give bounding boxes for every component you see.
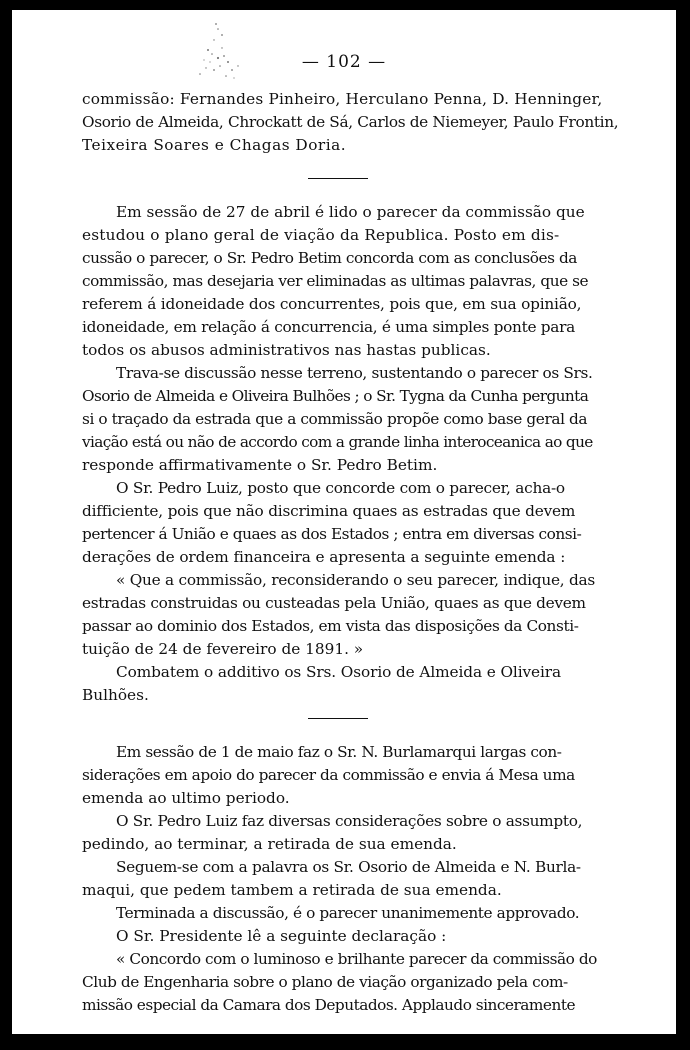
text-line: Terminada a discussão, é o parecer unanimemente approvado. — [116, 904, 580, 922]
text-line: commissão: Fernandes Pinheiro, Herculano Penna, D. Henninger, — [82, 90, 603, 108]
text-line: commissão, mas desejaria ver eliminadas as ultimas palavras, que se — [82, 272, 589, 290]
text-line: difficiente, pois que não discrimina quaes as estradas que devem — [82, 502, 576, 520]
text-line: Combatem o additivo os Srs. Osorio de Almeida e Oliveira — [116, 663, 562, 681]
text-line: « Que a commissão, reconsiderando o seu parecer, indique, das — [116, 571, 595, 589]
text-line: estudou o plano geral de viação da Republica. Posto em dis- — [82, 226, 560, 244]
text-line: viação está ou não de accordo com a grande linha interoceanica ao que — [82, 433, 593, 451]
section-divider — [308, 178, 368, 179]
document-page — [12, 10, 676, 1034]
text-line: estradas construidas ou custeadas pela União, quaes as que devem — [82, 594, 586, 612]
text-line: Teixeira Soares e Chagas Doria. — [82, 136, 347, 154]
text-line: tuição de 24 de fevereiro de 1891. » — [82, 640, 364, 658]
text-line: Trava-se discussão nesse terreno, sustentando o parecer os Srs. — [116, 364, 593, 382]
text-line: referem á idoneidade dos concurrentes, pois que, em sua opinião, — [82, 295, 582, 313]
text-line: Bulhões. — [82, 686, 149, 704]
text-line: O Sr. Presidente lê a seguinte declaração : — [116, 927, 447, 945]
text-line: emenda ao ultimo periodo. — [82, 789, 290, 807]
section-divider — [308, 718, 368, 719]
text-line: responde affirmativamente o Sr. Pedro Betim. — [82, 456, 438, 474]
text-line: Seguem-se com a palavra os Sr. Osorio de Almeida e N. Burla- — [116, 858, 581, 876]
text-line: « Concordo com o luminoso e brilhante parecer da commissão do — [116, 950, 597, 968]
text-line: O Sr. Pedro Luiz faz diversas considerações sobre o assumpto, — [116, 812, 583, 830]
text-line: maqui, que pedem tambem a retirada de sua emenda. — [82, 881, 502, 899]
text-line: idoneidade, em relação á concurrencia, é uma simples ponte para — [82, 318, 575, 336]
text-line: Em sessão de 1 de maio faz o Sr. N. Burlamarqui largas con- — [116, 743, 562, 761]
text-line: O Sr. Pedro Luiz, posto que concorde com o parecer, acha-o — [116, 479, 565, 497]
text-line: Osorio de Almeida, Chrockatt de Sá, Carlos de Niemeyer, Paulo Frontin, — [82, 113, 619, 131]
page-number: — 102 — — [301, 52, 387, 72]
text-line: missão especial da Camara dos Deputados. Applaudo sinceramente — [82, 996, 576, 1014]
text-line: todos os abusos administrativos nas hastas publicas. — [82, 341, 491, 359]
text-line: Em sessão de 27 de abril é lido o parecer da commissão que — [116, 203, 585, 221]
text-line: cussão o parecer, o Sr. Pedro Betim concorda com as conclusões da — [82, 249, 577, 267]
text-line: derações de ordem financeira e apresenta a seguinte emenda : — [82, 548, 566, 566]
text-line: siderações em apoio do parecer da commissão e envia á Mesa uma — [82, 766, 575, 784]
text-line: pedindo, ao terminar, a retirada de sua emenda. — [82, 835, 457, 853]
text-line: passar ao dominio dos Estados, em vista das disposições da Consti- — [82, 617, 579, 635]
text-line: si o traçado da estrada que a commissão propõe como base geral da — [82, 410, 588, 428]
text-line: pertencer á União e quaes as dos Estados ; entra em diversas consi- — [82, 525, 582, 543]
text-line: Club de Engenharia sobre o plano de viação organizado pela com- — [82, 973, 568, 991]
text-line: Osorio de Almeida e Oliveira Bulhões ; o Sr. Tygna da Cunha pergunta — [82, 387, 589, 405]
